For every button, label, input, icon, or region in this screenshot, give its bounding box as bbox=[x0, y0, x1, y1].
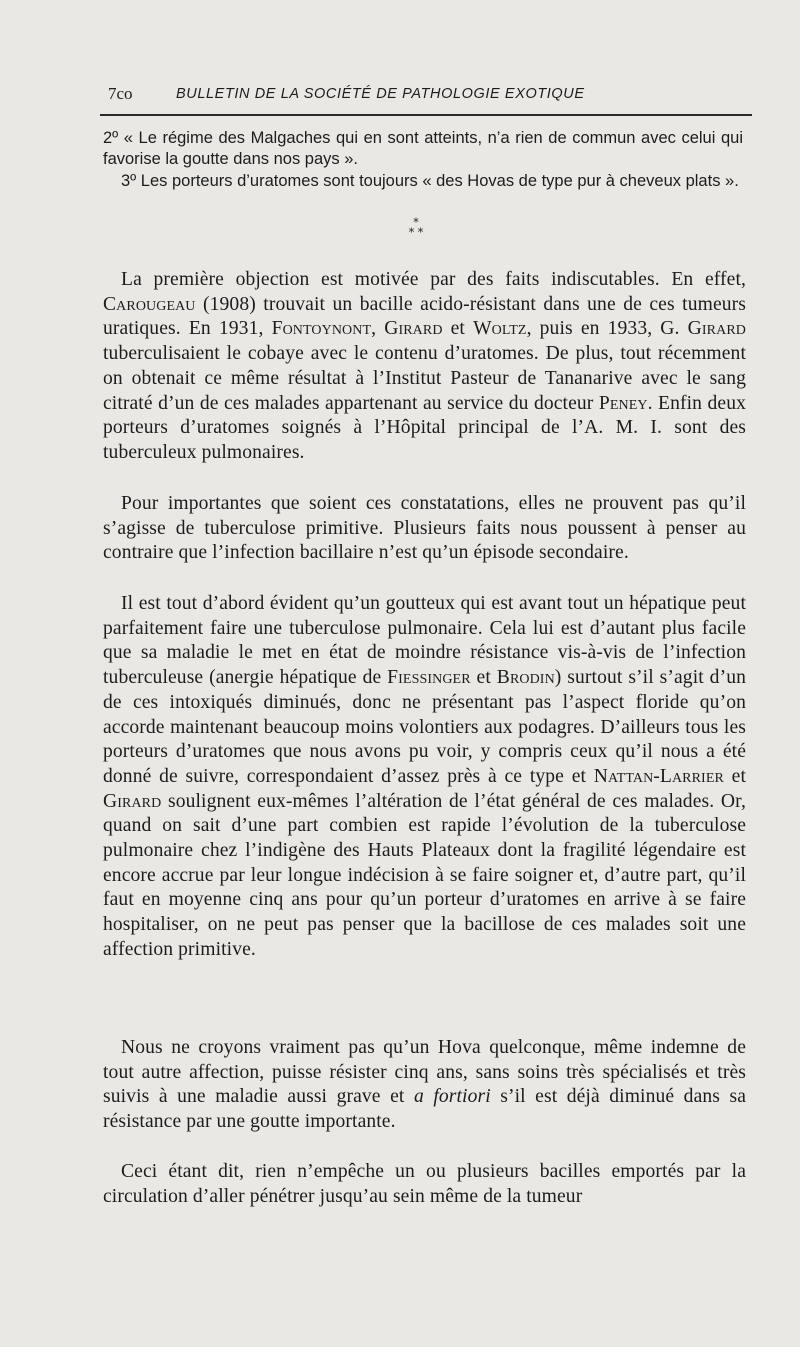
author-name: Girard bbox=[687, 318, 746, 340]
quote-item-3: 3º Les porteurs d’uratomes sont toujours « des Hovas de type pur à cheveux plats ». bbox=[121, 172, 739, 190]
section-separator bbox=[396, 218, 436, 238]
paragraph-conclusion: Ceci étant dit, rien n’empêche un ou plusieurs bacilles emportés par la circulation d’aller pénétrer jusqu’au sein même de la tumeur bbox=[103, 1161, 746, 1207]
quote-item-2: 2º « Le régime des Malgaches qui en sont atteints, n’a rien de commun avec celui qui favorise la goutte dans nos pays ». bbox=[103, 129, 743, 168]
author-name: Brodin bbox=[496, 667, 555, 689]
separator-bottom-stars: * * bbox=[408, 226, 424, 239]
author-name: Girard bbox=[384, 318, 443, 340]
author-name: Carougeau bbox=[103, 293, 196, 315]
header-rule bbox=[100, 114, 752, 116]
author-name: Fontoynont bbox=[271, 318, 372, 340]
paragraph-goutteux: Il est tout d’abord évident qu’un goutteux qui est avant tout un hépatique peut parfaitement faire une tuberculose pulmonaire. Cela lui est d’autant plus facile que sa maladie le met en état de moindre résistance vis-à-vis de l’infection tuberculeuse (anergie hépatique de Fiessinger et Brodin) surtout s’il s’agit d’un de ces intoxiqués diminués, donc ne présentant pas l’aspect floride qu’on accorde maintenant beaucoup moins volontiers aux podagres. D’ailleurs tous les porteurs d’uratomes que nous avons pu voir, y compris ceux qu’il nous a été donné de suivre, correspondaient d’assez près à ce type et Nattan-Larrier et Girard soulignent eux-mêmes l’altération de l’état général de ces malades. Or, quand on sait d’une part combien est rapide l’évolution de la tuberculose pulmonaire chez l’indigène des Hauts Plateaux dont la fragilité légendaire est encore accrue par leur longue indécision à se faire soigner et, d’autre part, qu’il faut en moyenne cinq ans pour qu’un porteur d’uratomes en arrive à se faire hospitaliser, on ne peut pas penser que la bacillose de ces malades soit une affection primitive. bbox=[103, 593, 746, 960]
paragraph-hova: Nous ne croyons vraiment pas qu’un Hova quelconque, même indemne de tout autre affection, puisse résister cinq ans, sans soins très spécialisés et très suivis à une maladie aussi grave et a fortiori s’il est déjà diminué dans sa résistance par une goutte importante. bbox=[103, 1037, 746, 1133]
paragraph-objection: La première objection est motivée par des faits indiscutables. En effet, Carougeau (1908) trouvait un bacille acido-résistant dans une de ces tumeurs uratiques. En 1931, Fontoynont, Girard et Woltz, puis en 1933, G. Girard tuberculisaient le cobaye avec le contenu d’uratomes. De plus, tout récemment on obtenait ce même résultat à l’Institut Pasteur de Tananarive avec le sang citraté d’un de ces malades appartenant au service du docteur Peney. Enfin deux porteurs d’uratomes soignés à l’Hôpital principal de l’A. M. I. sont des tuberculeux pulmonaires. bbox=[103, 269, 747, 463]
italic-term: a fortiori bbox=[413, 1086, 491, 1108]
author-name: Peney bbox=[598, 392, 648, 414]
author-name: Nattan-Larrier bbox=[593, 765, 724, 787]
separator-top-star: * bbox=[413, 216, 419, 229]
page-number: 7co bbox=[108, 84, 133, 103]
running-title: BULLETIN DE LA SOCIÉTÉ DE PATHOLOGIE EXOTIQUE bbox=[176, 86, 585, 102]
author-name: Girard bbox=[103, 790, 162, 812]
author-name: Woltz bbox=[473, 318, 527, 340]
paragraph-constatations: Pour importantes que soient ces constatations, elles ne prouvent pas qu’il s’agisse de tuberculose primitive. Plusieurs faits nous poussent à penser au contraire que l’infection bacillaire n’est qu’un épisode secondaire. bbox=[103, 493, 746, 564]
page-header bbox=[108, 84, 748, 108]
author-name: Fiessinger bbox=[387, 667, 471, 689]
